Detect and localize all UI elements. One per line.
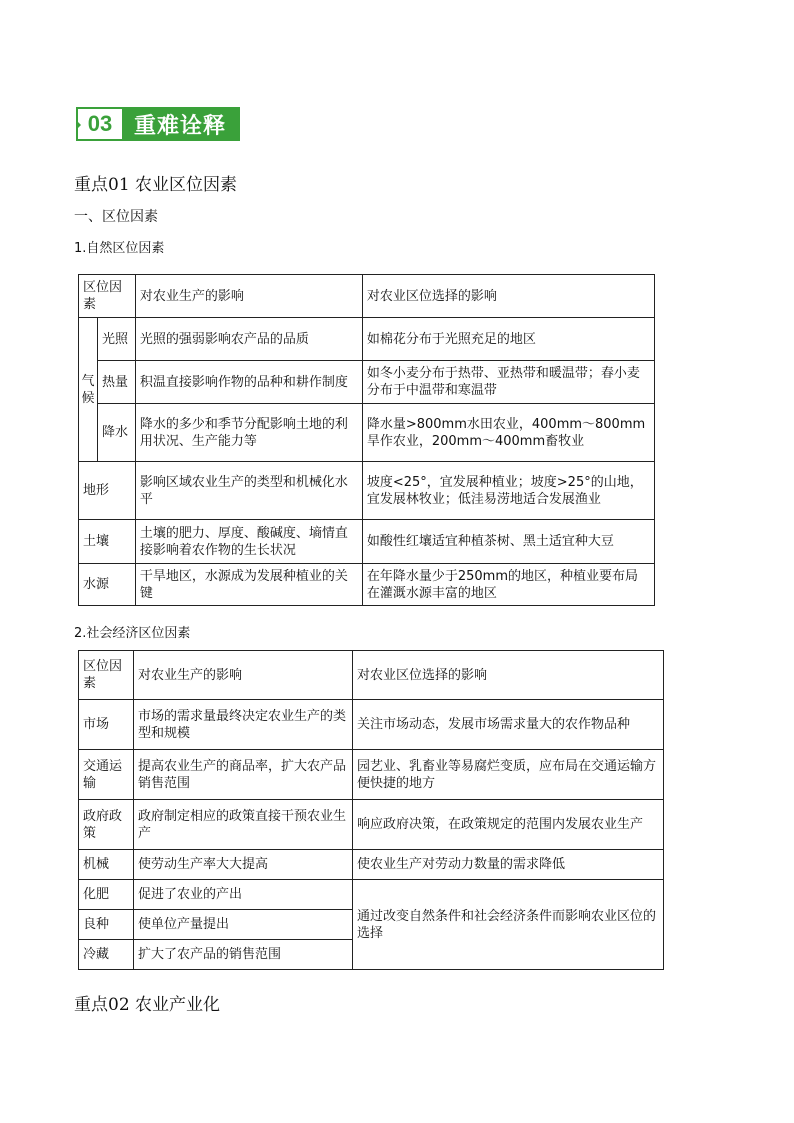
effect-cell: 影响区域农业生产的类型和机械化水平 — [135, 462, 362, 520]
factor-cell: 热量 — [98, 361, 136, 404]
badge-title: 重难诠释 — [124, 107, 240, 141]
factor-cell: 良种 — [79, 910, 134, 940]
factor-cell: 光照 — [98, 318, 136, 361]
factor-cell: 政府政策 — [79, 800, 134, 850]
factor-cell: 机械 — [79, 850, 134, 880]
effect-cell: 土壤的肥力、厚度、酸碱度、墒情直接影响着农作物的生长状况 — [135, 520, 362, 564]
factor-cell: 市场 — [79, 700, 134, 750]
point-1-heading: 重点01 农业区位因素 — [74, 175, 238, 195]
factor-cell: 交通运输 — [79, 750, 134, 800]
badge-number: 03 — [76, 107, 124, 141]
effect-cell: 促进了农业的产出 — [134, 880, 353, 910]
point-2-heading: 重点02 农业产业化 — [74, 995, 221, 1015]
effect-cell: 提高农业生产的商品率，扩大农产品销售范围 — [134, 750, 353, 800]
table-header: 对农业区位选择的影响 — [353, 651, 664, 700]
table-header: 区位因素 — [79, 275, 136, 318]
effect-cell: 干旱地区，水源成为发展种植业的关键 — [135, 564, 362, 606]
section-badge — [76, 107, 240, 141]
effect-cell: 光照的强弱影响农产品的品质 — [135, 318, 362, 361]
effect-cell: 使单位产量提出 — [134, 910, 353, 940]
choice-cell: 关注市场动态，发展市场需求量大的农作物品种 — [353, 700, 664, 750]
sub-2-heading: 2.社会经济区位因素 — [74, 626, 191, 641]
socioeconomic-factors-table — [78, 650, 664, 970]
choice-cell: 响应政府决策，在政策规定的范围内发展农业生产 — [353, 800, 664, 850]
factor-cell: 化肥 — [79, 880, 134, 910]
choice-cell: 降水量>800mm水田农业，400mm～800mm旱作农业，200mm～400mm畜牧业 — [362, 404, 654, 462]
choice-cell: 如酸性红壤适宜种植茶树、黑土适宜种大豆 — [362, 520, 654, 564]
table-header: 对农业生产的影响 — [135, 275, 362, 318]
choice-cell: 如冬小麦分布于热带、亚热带和暖温带；春小麦分布于中温带和寒温带 — [362, 361, 654, 404]
effect-cell: 降水的多少和季节分配影响土地的利用状况、生产能力等 — [135, 404, 362, 462]
choice-cell: 使农业生产对劳动力数量的需求降低 — [353, 850, 664, 880]
effect-cell: 政府制定相应的政策直接干预农业生产 — [134, 800, 353, 850]
table-header: 区位因素 — [79, 651, 134, 700]
merged-choice-cell: 通过改变自然条件和社会经济条件而影响农业区位的选择 — [353, 880, 664, 970]
factor-cell: 降水 — [98, 404, 136, 462]
choice-cell: 园艺业、乳畜业等易腐烂变质，应布局在交通运输方便快捷的地方 — [353, 750, 664, 800]
table-header: 对农业生产的影响 — [134, 651, 353, 700]
climate-group-cell: 气候 — [79, 318, 98, 462]
factor-cell: 土壤 — [79, 520, 136, 564]
factor-cell: 冷藏 — [79, 940, 134, 970]
table-header: 对农业区位选择的影响 — [362, 275, 654, 318]
effect-cell: 积温直接影响作物的品种和耕作制度 — [135, 361, 362, 404]
effect-cell: 扩大了农产品的销售范围 — [134, 940, 353, 970]
section-1-heading: 一、区位因素 — [74, 209, 158, 225]
choice-cell: 如棉花分布于光照充足的地区 — [362, 318, 654, 361]
choice-cell: 坡度<25°，宜发展种植业；坡度>25°的山地，宜发展林牧业；低洼易涝地适合发展渔业 — [362, 462, 654, 520]
factor-cell: 地形 — [79, 462, 136, 520]
sub-1-heading: 1.自然区位因素 — [74, 241, 165, 256]
factor-cell: 水源 — [79, 564, 136, 606]
choice-cell: 在年降水量少于250mm的地区，种植业要布局在灌溉水源丰富的地区 — [362, 564, 654, 606]
natural-factors-table — [78, 274, 655, 606]
effect-cell: 使劳动生产率大大提高 — [134, 850, 353, 880]
effect-cell: 市场的需求量最终决定农业生产的类型和规模 — [134, 700, 353, 750]
